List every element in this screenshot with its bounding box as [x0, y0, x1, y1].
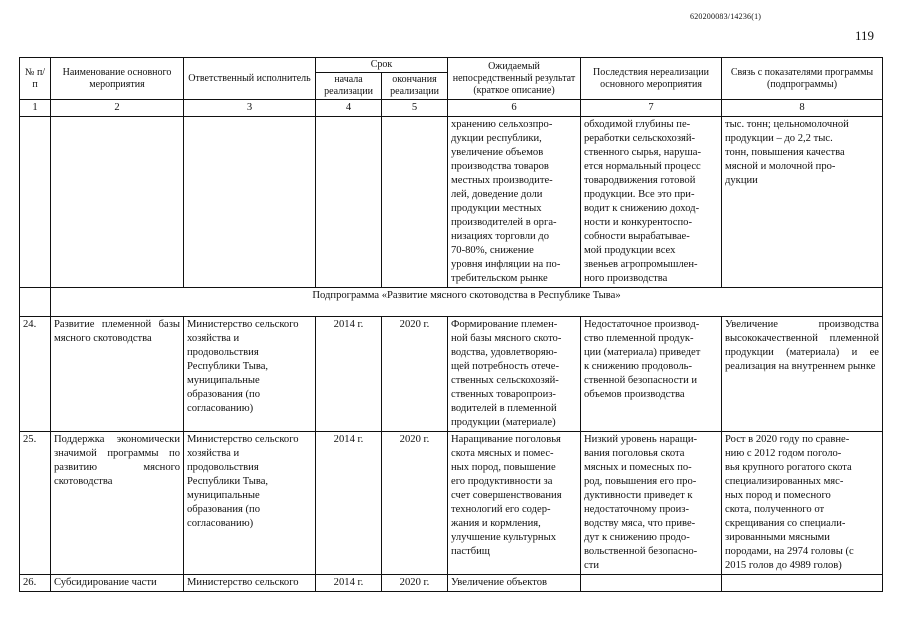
header-term: Срок [316, 58, 448, 73]
cell-num [20, 117, 51, 288]
column-number: 6 [448, 100, 581, 117]
cell-name: Субсидирование части [51, 575, 184, 592]
cell-executor [184, 117, 316, 288]
header-end: окончания реализации [382, 73, 448, 100]
cell-executor: Министерство сельского [184, 575, 316, 592]
column-number: 2 [51, 100, 184, 117]
cell-end: 2020 г. [382, 432, 448, 575]
header-name: Наименование основного мероприятия [51, 58, 184, 100]
document-id: 620200083/14236(1) [690, 12, 762, 21]
header-num: № п/п [20, 58, 51, 100]
column-number: 7 [581, 100, 722, 117]
cell-executor: Министерство сельского хозяйства и продовольствия Республики Тыва, муниципальные образования (по согласованию) [184, 432, 316, 575]
header-consequences: Последствия нереализации основного мероприятия [581, 58, 722, 100]
cell-num [20, 288, 51, 317]
cell-consequences: обходимой глубины пе- реработки сельскохозяй- ственного сырья, наруша- ется нормальный процесс товародвижения готовой продукции. Все это при- водит к снижению доход- ности и конкурентоспо- собности вырабатывае- мой продукции всех звеньев агропромышлен- ного производства [581, 117, 722, 288]
table-row-continued [20, 117, 883, 288]
column-number-row [20, 100, 883, 117]
table-row [20, 317, 883, 432]
header-expected: Ожидаемый непосредственный результат (краткое описание) [448, 58, 581, 100]
cell-link: Рост в 2020 году по сравне- нию с 2012 годом поголо- вья крупного рогатого скота специализированных мяс- ных пород и помесного скота, полученного от скрещивания со специали- зированными мясными породами, на 2974 головы (с 2015 голов до 4989 голов) [722, 432, 883, 575]
cell-expected: Увеличение объектов [448, 575, 581, 592]
column-number: 1 [20, 100, 51, 117]
cell-num: 25. [20, 432, 51, 575]
cell-num: 24. [20, 317, 51, 432]
cell-num: 26. [20, 575, 51, 592]
cell-start: 2014 г. [316, 432, 382, 575]
cell-name: Поддержка экономически значимой программы по развитию мясного скотоводства [51, 432, 184, 575]
cell-consequences: Низкий уровень наращи- вания поголовья скота мясных и помесных по- род, повышения его про- дуктивности приведет к недостаточному произ- водству мяса, что приве- дут к снижению продо- вольственной безопасно- сти [581, 432, 722, 575]
table-row [20, 432, 883, 575]
cell-name: Развитие племенной базы мясного скотоводства [51, 317, 184, 432]
column-number: 5 [382, 100, 448, 117]
page-number: 119 [855, 28, 875, 43]
cell-end [382, 117, 448, 288]
subprogram-row [20, 288, 883, 317]
cell-expected: хранению сельхозпро- дукции республики, увеличение объемов производства товаров местных производите- лей, доведение доли продукции местных производителей в орга- низациях торговли до 70-80%, снижение уровня инфляции на по- требительском рынке [448, 117, 581, 288]
table-row [20, 575, 883, 592]
header-start: начала реализации [316, 73, 382, 100]
cell-expected: Формирование племен- ной базы мясного ското- водства, удовлетворяю- щей потребность отече- ственных сельскохозяй- ственных товаропроиз- водителей в племенной продукции (материале) [448, 317, 581, 432]
header-row [20, 58, 883, 73]
cell-link: Увеличение производства высококачественной племенной продукции (материала) и ее реализация на внутреннем рынке [722, 317, 883, 432]
cell-end: 2020 г. [382, 575, 448, 592]
cell-name [51, 117, 184, 288]
cell-link [722, 575, 883, 592]
cell-start: 2014 г. [316, 317, 382, 432]
column-number: 3 [184, 100, 316, 117]
cell-consequences [581, 575, 722, 592]
subprogram-title: Подпрограмма «Развитие мясного скотоводства в Республике Тыва» [51, 288, 883, 317]
cell-consequences: Недостаточное производ- ство племенной продук- ции (материала) приведет к снижению продоволь- ственной безопасности и объемов производства [581, 317, 722, 432]
cell-link: тыс. тонн; цельномолочной продукции – до 2,2 тыс. тонн, повышения качества мясной и молочной про- дукции [722, 117, 883, 288]
cell-start: 2014 г. [316, 575, 382, 592]
cell-executor: Министерство сельского хозяйства и продовольствия Республики Тыва, муниципальные образования (по согласованию) [184, 317, 316, 432]
cell-end: 2020 г. [382, 317, 448, 432]
header-executor: Ответственный исполнитель [184, 58, 316, 100]
cell-expected: Наращивание поголовья скота мясных и помес- ных пород, повышение его продуктивности за счет совершенствования технологий его содер- жания и кормления, улучшение культурных пастбищ [448, 432, 581, 575]
measures-table [19, 57, 883, 592]
column-number: 4 [316, 100, 382, 117]
header-link: Связь с показателями программы (подпрограммы) [722, 58, 883, 100]
column-number: 8 [722, 100, 883, 117]
cell-start [316, 117, 382, 288]
